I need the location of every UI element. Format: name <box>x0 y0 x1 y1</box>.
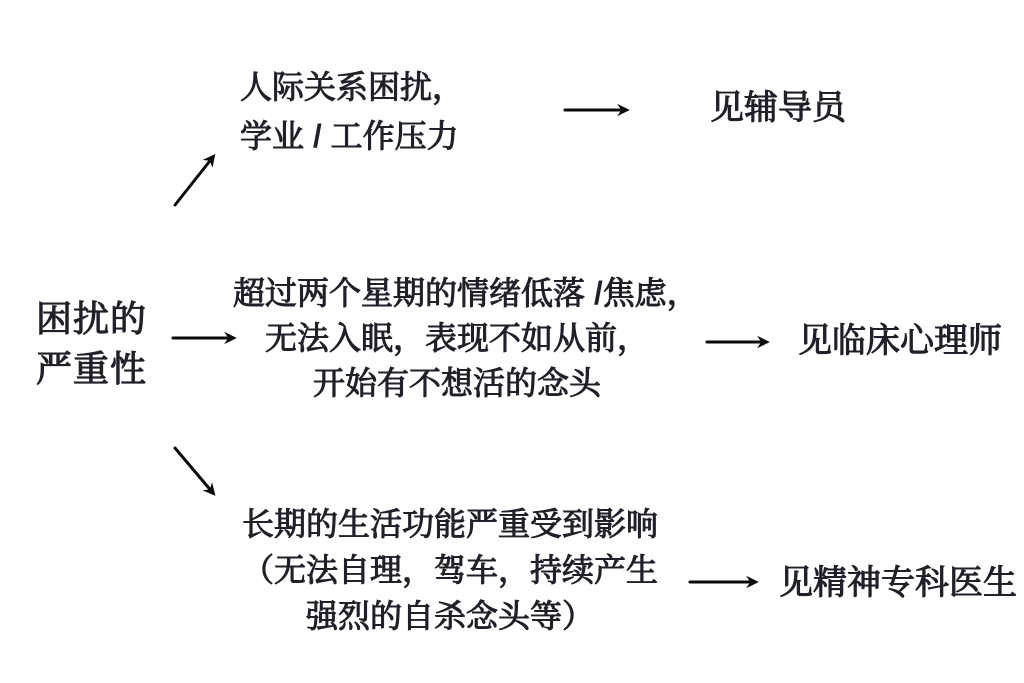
branch3-condition <box>222 501 678 639</box>
root-label-line: 困扰的 <box>36 298 148 339</box>
root-node-severity-label <box>36 294 147 394</box>
branch1-outcome: 见辅导员 <box>710 89 846 127</box>
branch1-condition-line: 人际关系困扰， <box>240 69 465 105</box>
branch3-condition-line: 长期的生活功能严重受到影响 <box>241 506 658 542</box>
root-label-line: 严重性 <box>36 348 148 389</box>
branch2-condition-line: 开始有不想活的念头 <box>312 365 601 401</box>
branch1-condition-line: 学业 / 工作压力 <box>240 118 459 154</box>
arrow-root-to-branch1-icon <box>175 157 213 205</box>
branch2-condition <box>233 271 699 406</box>
branch3-condition-line: 强烈的自杀念头等） <box>305 598 594 634</box>
branch2-condition-line: 超过两个星期的情绪低落 /焦虑， <box>233 275 699 311</box>
branch3-condition-line: （无法自理，驾车，持续产生 <box>241 552 658 588</box>
branch1-condition <box>240 63 464 161</box>
arrow-root-to-branch3-icon <box>175 448 213 493</box>
branch2-outcome: 见临床心理师 <box>798 322 1002 360</box>
branch2-condition-line: 无法入眠，表现不如从前， <box>264 320 649 356</box>
branch3-outcome: 见精神专科医生 <box>779 564 1017 602</box>
